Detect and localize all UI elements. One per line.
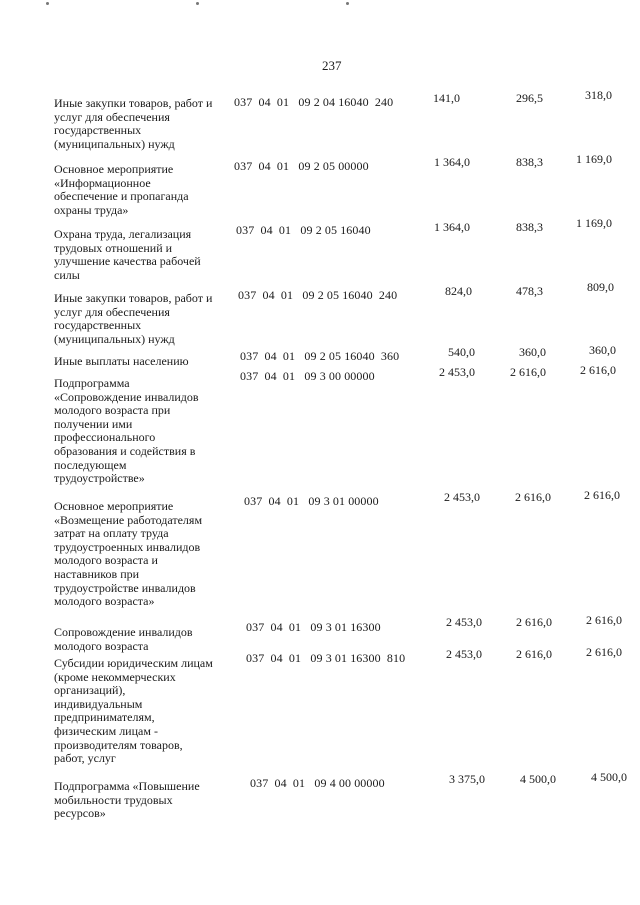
value-cell: 2 453,0: [444, 490, 480, 504]
row-code: 037 04 01 09 2 05 16040: [236, 223, 371, 237]
row-description: Охрана труда, легализация трудовых отношений и улучшение качества рабочей силы: [54, 227, 201, 282]
scan-mark: [196, 2, 199, 5]
value-cell: 360,0: [519, 345, 546, 359]
scan-mark: [346, 2, 349, 5]
value-cell: 838,3: [516, 155, 543, 169]
row-description: Сопровождение инвалидов молодого возраста: [54, 625, 193, 653]
value-cell: 2 616,0: [516, 647, 552, 661]
value-cell: 2 616,0: [586, 613, 622, 627]
value-cell: 2 616,0: [584, 488, 620, 502]
value-cell: 2 616,0: [586, 645, 622, 659]
value-cell: 478,3: [516, 284, 543, 298]
row-code: 037 04 01 09 2 05 16040 360: [240, 349, 400, 363]
value-cell: 318,0: [585, 88, 612, 102]
row-code: 037 04 01 09 2 05 00000: [234, 159, 369, 173]
value-cell: 2 616,0: [580, 363, 616, 377]
row-description: Подпрограмма «Сопровождение инвалидов молодого возраста при получении ими профессионального образования и содействия в последующем трудоустройстве»: [54, 376, 199, 486]
scan-mark: [46, 2, 49, 5]
value-cell: 360,0: [589, 343, 616, 357]
row-code: 037 04 01 09 3 00 00000: [240, 369, 375, 383]
value-cell: 824,0: [445, 284, 472, 298]
value-cell: 296,5: [516, 91, 543, 105]
value-cell: 1 364,0: [434, 220, 470, 234]
row-code: 037 04 01 09 2 04 16040 240: [234, 95, 394, 109]
value-cell: 2 453,0: [446, 615, 482, 629]
value-cell: 141,0: [433, 91, 460, 105]
row-code: 037 04 01 09 3 01 16300 810: [246, 651, 406, 665]
value-cell: 1 364,0: [434, 155, 470, 169]
page-number: 237: [322, 58, 342, 73]
row-description: Основное мероприятие «Информационное обеспечение и пропаганда охраны труда»: [54, 162, 189, 217]
row-code: 037 04 01 09 4 00 00000: [250, 776, 385, 790]
value-cell: 2 616,0: [510, 365, 546, 379]
value-cell: 1 169,0: [576, 216, 612, 230]
row-description: Субсидии юридическим лицам (кроме некоммерческих организаций), индивидуальным предпринимателям, физическим лицам - производителям товаров, работ, услуг: [54, 656, 213, 766]
value-cell: 2 453,0: [439, 365, 475, 379]
value-cell: 4 500,0: [520, 772, 556, 786]
value-cell: 2 616,0: [515, 490, 551, 504]
row-code: 037 04 01 09 3 01 00000: [244, 494, 379, 508]
value-cell: 4 500,0: [591, 770, 627, 784]
value-cell: 1 169,0: [576, 152, 612, 166]
row-description: Основное мероприятие «Возмещение работодателям затрат на оплату труда трудоустроенных инвалидов молодого возраста и наставников при трудоустройстве инвалидов молодого возраста»: [54, 499, 203, 609]
row-description: Иные закупки товаров, работ и услуг для обеспечения государственных (муниципальных) нужд: [54, 96, 213, 151]
value-cell: 809,0: [587, 280, 614, 294]
value-cell: 838,3: [516, 220, 543, 234]
row-code: 037 04 01 09 3 01 16300: [246, 620, 381, 634]
row-code: 037 04 01 09 2 05 16040 240: [238, 288, 398, 302]
value-cell: 2 616,0: [516, 615, 552, 629]
value-cell: 3 375,0: [449, 772, 485, 786]
value-cell: 2 453,0: [446, 647, 482, 661]
row-description: Иные закупки товаров, работ и услуг для обеспечения государственных (муниципальных) нужд: [54, 291, 213, 346]
row-description: Подпрограмма «Повышение мобильности трудовых ресурсов»: [54, 779, 200, 821]
value-cell: 540,0: [448, 345, 475, 359]
row-description: Иные выплаты населению: [54, 354, 189, 368]
